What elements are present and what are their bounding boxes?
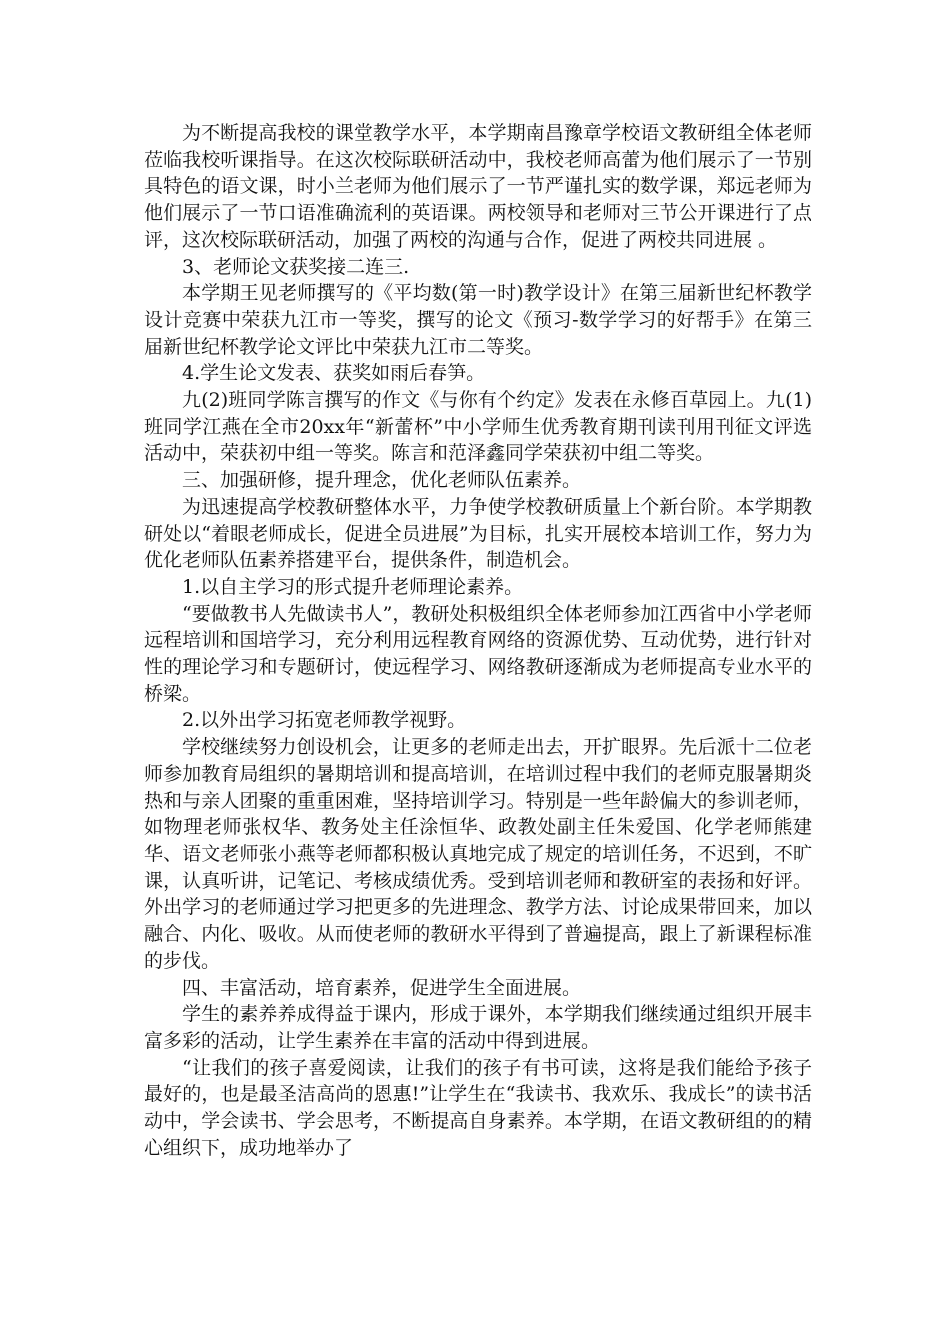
heading-external-study: 2.以外出学习拓宽老师教学视野。: [182, 709, 467, 732]
paragraph-self-study: “要做教书人先做读书人”，教研处积极组织全体老师参加江西省中小学老师远程培训和国培学习，充分利用远程教育网络的资源优势、互动优势，进行针对性的理论学习和专题研讨，使远程学习、网络教研逐渐成为老师提高专业水平的桥梁。: [144, 602, 812, 705]
heading-self-study: 1.以自主学习的形式提升老师理论素养。: [182, 575, 524, 598]
heading-teacher-awards: 3、老师论文获奖接二连三.: [182, 255, 410, 278]
heading-student-essays: 4.学生论文发表、获奖如雨后春笋。: [182, 362, 486, 385]
paragraph-section-four-intro: 学生的素养养成得益于课内，形成于课外，本学期我们继续通过组织开展丰富多彩的活动，让学生素养在丰富的活动中得到进展。: [144, 1003, 812, 1052]
paragraph-external-study: 学校继续努力创设机会，让更多的老师走出去，开扩眼界。先后派十二位老师参加教育局组织的暑期培训和提高培训，在培训过程中我们的老师克服暑期炎热和与亲人团聚的重重困难，坚持培训学习。特别是一些年龄偏大的参训老师，如物理老师张权华、教务处主任涂恒华、政教处副主任朱爱国、化学老师熊建华、语文老师张小燕等老师都积极认真地完成了规定的培训任务，不迟到，不旷课，认真听讲，记笔记、考核成绩优秀。受到培训老师和教研室的表扬和好评。外出学习的老师通过学习把更多的先进理念、教学方法、讨论成果带回来，加以融合、内化、吸收。从而使老师的教研水平得到了普遍提高，跟上了新课程标准的步伐。: [144, 736, 812, 972]
paragraph-school-exchange: 为不断提高我校的课堂教学水平，本学期南昌豫章学校语文教研组全体老师莅临我校听课指导。在这次校际联研活动中，我校老师高蕾为他们展示了一节别具特色的语文课，时小兰老师为他们展示了一节严谨扎实的数学课，郑远老师为他们展示了一节口语准确流利的英语课。两校领导和老师对三节公开课进行了点评，这次校际联研活动，加强了两校的沟通与合作，促进了两校共同进展 。: [144, 122, 812, 251]
paragraph-reading-activity: “让我们的孩子喜爱阅读，让我们的孩子有书可读，这将是我们能给予孩子最好的，也是最圣洁高尚的恩惠!”让学生在“我读书、我欢乐、我成长”的读书活动中，学会读书、学会思考，不断提高自身素养。本学期，在语文教研组的的精心组织下，成功地举办了: [144, 1056, 812, 1159]
document-page: [144, 120, 812, 1161]
paragraph-student-essays: 九(2)班同学陈言撰写的作文《与你有个约定》发表在永修百草园上。九(1)班同学江燕在全市20xx年“新蕾杯”中小学师生优秀教育期刊读刊用刊征文评选活动中，荣获初中组一等奖。陈言和范泽鑫同学荣获初中组二等奖。: [144, 389, 812, 465]
heading-section-three: 三、加强研修，提升理念，优化老师队伍素养。: [182, 469, 582, 492]
paragraph-teacher-awards: 本学期王见老师撰写的《平均数(第一时)教学设计》在第三届新世纪杯教学设计竞赛中荣获九江市一等奖，撰写的论文《预习-数学学习的好帮手》在第三届新世纪杯教学论文评比中荣获九江市二等奖。: [144, 282, 812, 358]
heading-section-four: 四、丰富活动，培育素养，促进学生全面进展。: [182, 976, 582, 999]
paragraph-section-three-intro: 为迅速提高学校教研整体水平，力争使学校教研质量上个新台阶。本学期教研处以“着眼老师成长，促进全员进展”为目标，扎实开展校本培训工作，努力为优化老师队伍素养搭建平台，提供条件，制造机会。: [144, 495, 812, 572]
